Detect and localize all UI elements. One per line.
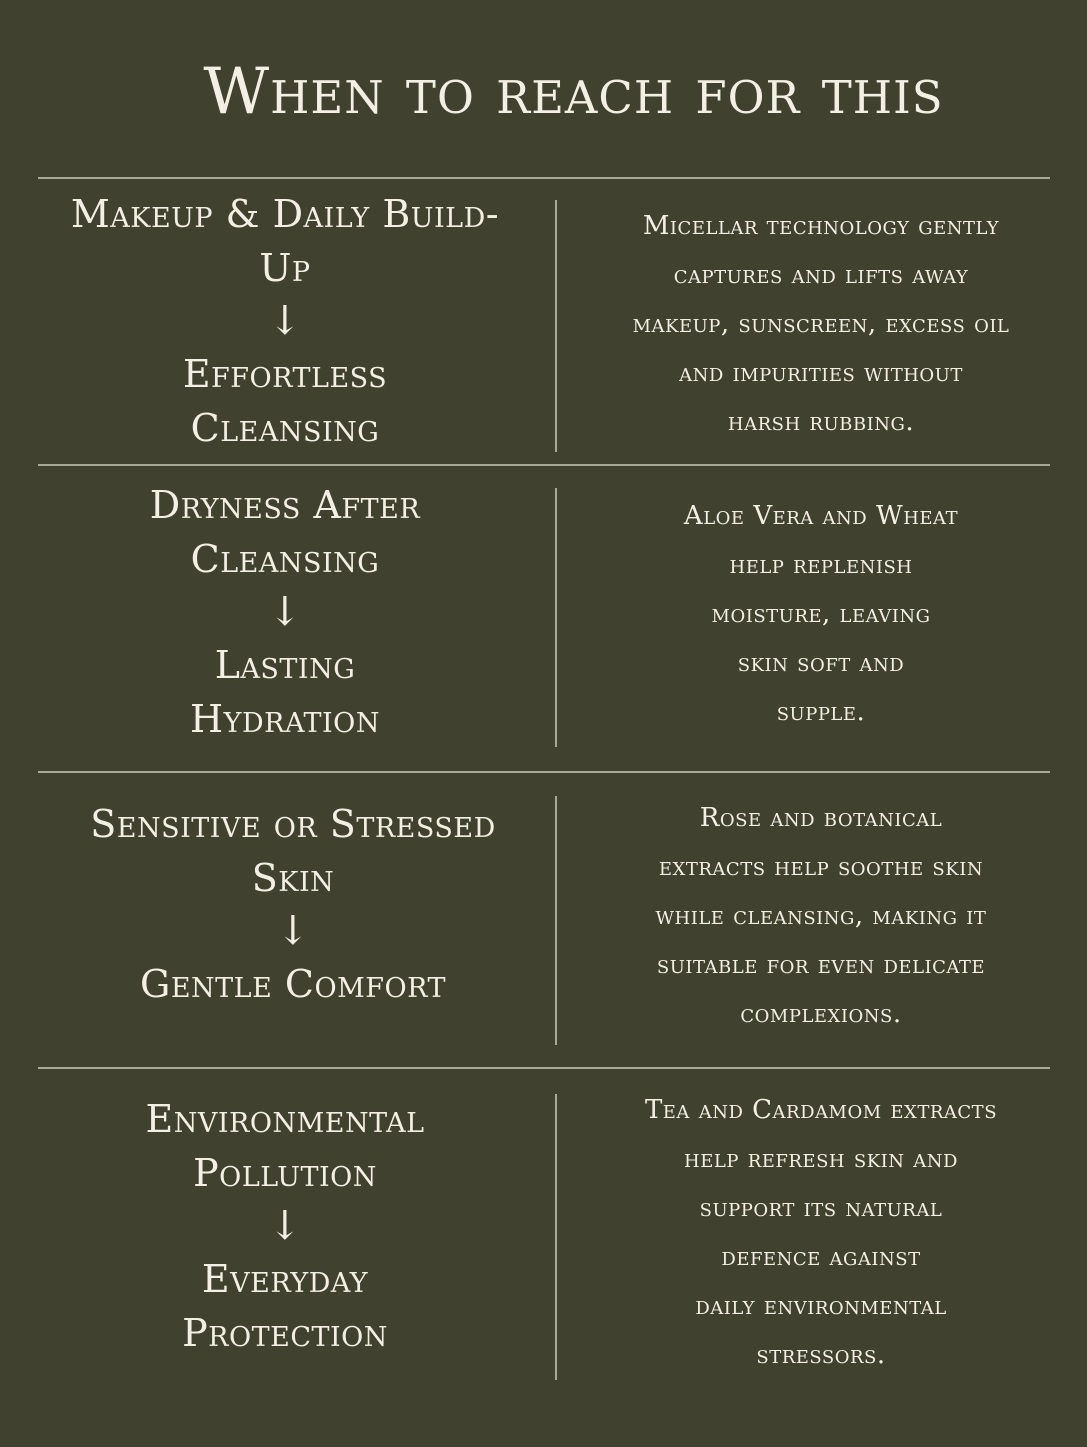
description-text: and impurities without <box>679 358 963 388</box>
concern-label: Makeup & Daily Build- <box>70 192 500 236</box>
down-arrow-icon: ↓ <box>275 908 310 954</box>
description-text: complexions. <box>740 999 902 1029</box>
column-divider <box>555 488 557 747</box>
description-text: Tea and Cardamom extracts <box>644 1095 998 1125</box>
description-text: Rose and botanical <box>699 803 943 833</box>
description-text: supple. <box>776 697 866 727</box>
column-divider <box>555 200 557 452</box>
description-text: help replenish <box>729 550 913 580</box>
page-title: When to reach for this <box>203 55 944 129</box>
down-arrow-icon: ↓ <box>267 589 302 635</box>
description-text: defence against <box>721 1242 921 1272</box>
description-text: support its natural <box>699 1193 943 1223</box>
concern-cell <box>30 187 540 455</box>
row-divider <box>38 771 1050 773</box>
benefit-label: Cleansing <box>190 406 380 450</box>
description-cell <box>566 1086 1076 1380</box>
row-divider <box>38 177 1050 179</box>
description-cell <box>566 202 1076 447</box>
description-text: harsh rubbing. <box>727 407 915 437</box>
benefit-label: Everyday <box>201 1257 369 1301</box>
concern-label: Up <box>259 246 311 290</box>
concern-label: Skin <box>251 856 335 900</box>
column-divider <box>555 796 557 1045</box>
description-text: extracts help soothe skin <box>658 852 984 882</box>
description-cell <box>566 794 1076 1039</box>
description-text: moisture, leaving <box>711 599 931 629</box>
concern-cell <box>30 478 540 746</box>
concern-label: Sensitive or Stressed <box>90 802 496 846</box>
description-text: help refresh skin and <box>684 1144 958 1174</box>
description-text: Aloe Vera and Wheat <box>683 501 959 531</box>
concern-cell <box>38 797 548 1011</box>
description-text: while cleansing, making it <box>655 901 987 931</box>
benefit-label: Lasting <box>214 643 356 687</box>
description-text: suitable for even delicate <box>656 950 986 980</box>
description-text: captures and lifts away <box>673 260 969 290</box>
benefit-label: Gentle Comfort <box>139 962 446 1006</box>
concern-label: Pollution <box>193 1151 377 1195</box>
down-arrow-icon: ↓ <box>267 298 302 344</box>
description-text: makeup, sunscreen, excess oil <box>632 309 1010 339</box>
row-divider <box>38 1067 1050 1069</box>
description-text: skin soft and <box>737 648 905 678</box>
concern-label: Environmental <box>145 1097 425 1141</box>
benefit-label: Protection <box>182 1311 388 1355</box>
description-text: Micellar technology gently <box>642 211 1000 241</box>
concern-cell <box>30 1092 540 1360</box>
row-divider <box>38 464 1050 466</box>
description-text: daily environmental <box>695 1291 947 1321</box>
description-cell <box>566 492 1076 737</box>
description-text: stressors. <box>756 1340 886 1370</box>
benefit-label: Effortless <box>182 352 388 396</box>
benefit-label: Hydration <box>190 697 380 741</box>
column-divider <box>555 1094 557 1380</box>
concern-label: Dryness After <box>149 483 421 527</box>
concern-label: Cleansing <box>190 537 380 581</box>
down-arrow-icon: ↓ <box>267 1203 302 1249</box>
